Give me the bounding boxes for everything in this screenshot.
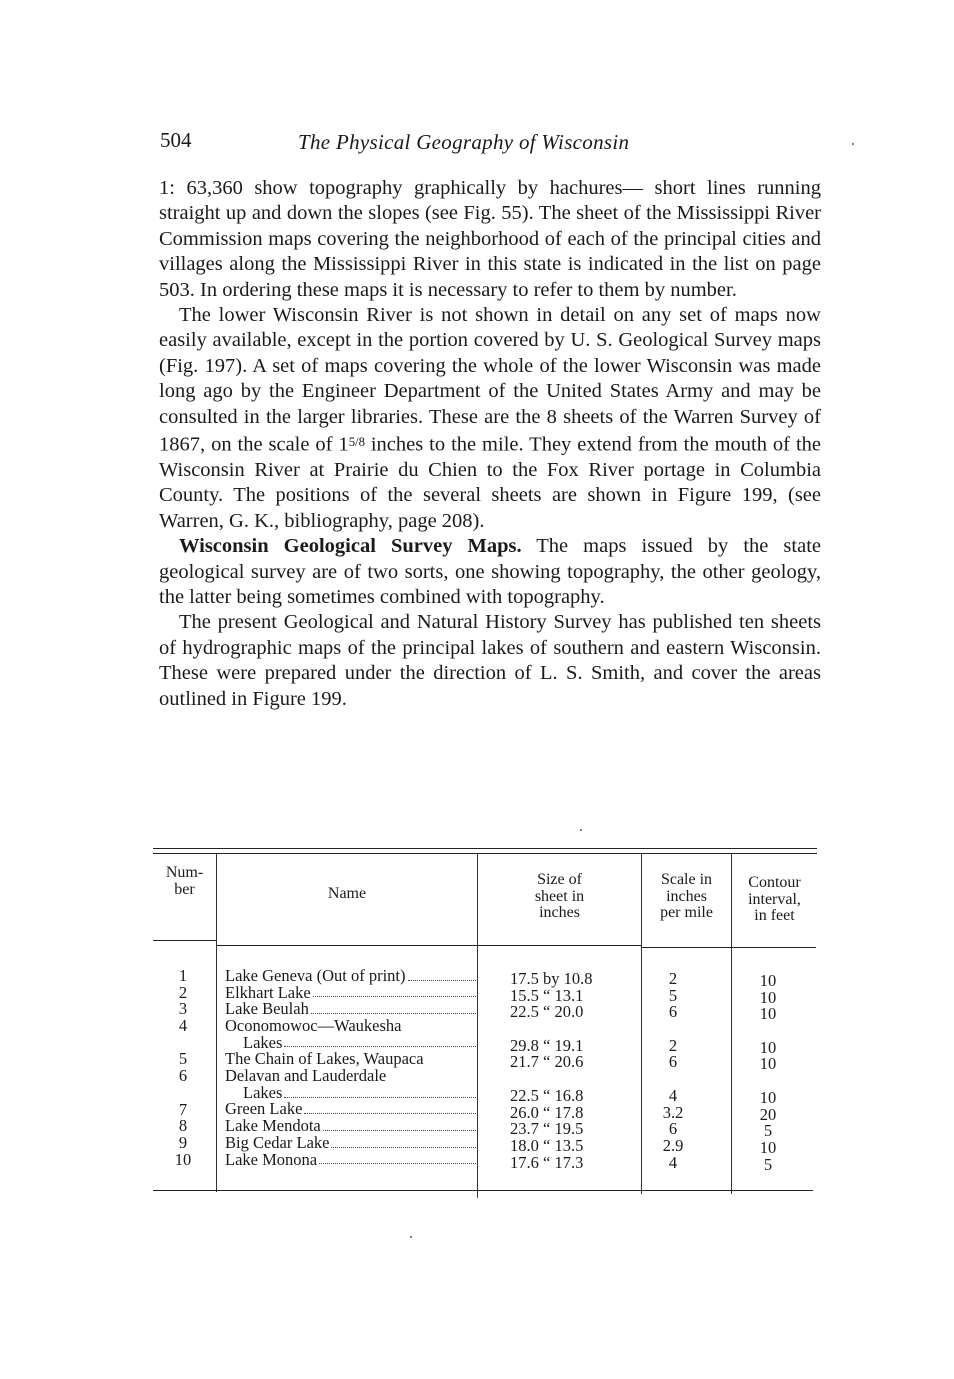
dot-leader — [331, 1147, 476, 1148]
row-name-text: Delavan and Lauderdale — [225, 1066, 387, 1086]
dot-leader — [313, 996, 476, 997]
paragraph-1: 1: 63,360 show topography graphically by hachures— short lines running straight up and down the slopes (see Fig. 55). The sheet of the Mississippi River Commission maps covering the neighborhood of each of the principal cities and villages along the Mississippi River in this state is indicated in the list on page 503. In ordering these maps it is necessary to refer to them by number. — [159, 177, 821, 301]
row-scale: 4 — [668, 1152, 678, 1172]
row-number: 5 — [178, 1049, 188, 1069]
dot-leader — [304, 1113, 476, 1114]
body-text — [159, 176, 821, 712]
row-size: 22.5 “ 20.0 — [510, 1002, 584, 1022]
contour-column — [738, 973, 798, 1173]
paragraph-2-text-b: inches to the mile. They extend from the mouth of the Wisconsin River at Prairie du Chien to the Fox River portage in Columbia County. The positions of the several sheets are shown in Figure 199, (see Warren, G. K., bibliography, page 208). — [159, 433, 821, 532]
row-number: 3 — [178, 999, 188, 1019]
row-size: 26.0 “ 17.8 — [510, 1102, 584, 1122]
header-scale: Scale in inches per mile — [660, 871, 713, 921]
paragraph-3-text: The maps issued by the state geological survey are of two sorts, one showing topography, the other geology, the latter being sometimes combined with topography. — [159, 535, 821, 608]
row-scale: 2.9 — [662, 1135, 684, 1155]
row-size: 22.5 “ 16.8 — [510, 1085, 584, 1105]
row-contour: 10 — [759, 971, 777, 990]
row-contour: 10 — [759, 1004, 777, 1024]
row-size: 15.5 “ 13.1 — [510, 985, 584, 1005]
paragraph-2 — [159, 303, 821, 534]
row-scale: 2 — [668, 969, 678, 988]
row-scale: 6 — [668, 1052, 678, 1072]
paragraph-2-text-a: The lower Wisconsin River is not shown in detail on any set of maps now easily available, except in the portion covered by U. S. Geological Survey maps (Fig. 197). A set of maps covering the whole of the lower Wisconsin was made long ago by the Engineer Department of the United States Army and may be consulted in the larger libraries. These are the 8 sheets of the Warren Survey of 1867, on the scale of 1 — [159, 304, 821, 456]
number-column — [153, 968, 213, 1168]
row-name-text: Big Cedar Lake — [225, 1132, 330, 1152]
paragraph-3 — [159, 534, 821, 610]
row-contour: 10 — [759, 1037, 777, 1057]
page-mark — [410, 1236, 412, 1238]
row-contour: 20 — [759, 1104, 777, 1124]
row-number: 8 — [178, 1116, 188, 1136]
row-scale: 3.2 — [662, 1102, 684, 1122]
name-column — [225, 965, 477, 1169]
row-name-text: Oconomowoc—Waukesha — [225, 1016, 402, 1036]
row-scale: 4 — [668, 1085, 678, 1105]
header-contour: Contour interval, in feet — [748, 874, 801, 924]
table-bottom-rule — [153, 1190, 813, 1191]
row-scale: 5 — [668, 985, 678, 1005]
row-name-text: Lake Geneva (Out of print) — [225, 965, 406, 985]
row-number: 1 — [178, 966, 188, 985]
row-number: 9 — [178, 1132, 188, 1152]
row-name-text: Lakes — [243, 1032, 283, 1052]
row-number: 10 — [174, 1149, 192, 1169]
header-number: Num- ber — [165, 864, 204, 898]
row-scale: 6 — [668, 1119, 678, 1139]
header-name: Name — [327, 885, 367, 902]
row-size: 18.0 “ 13.5 — [510, 1135, 584, 1155]
row-scale: 6 — [668, 1002, 678, 1022]
fraction: 5/8 — [348, 435, 365, 450]
column-divider — [216, 854, 217, 1192]
dot-leader — [284, 1097, 476, 1098]
page-number: 504 — [160, 128, 192, 152]
running-title: The Physical Geography of Wisconsin — [298, 130, 630, 154]
row-size: 29.8 “ 19.1 — [510, 1035, 584, 1055]
table-top-rule — [153, 848, 817, 849]
row-name-text: The Chain of Lakes, Waupaca — [225, 1049, 424, 1069]
page-mark — [852, 143, 854, 145]
dot-leader — [319, 1163, 476, 1164]
row-name-text: Elkhart Lake — [225, 982, 311, 1002]
row-contour: 10 — [759, 987, 777, 1007]
dot-leader — [311, 1013, 476, 1014]
dot-leader — [323, 1130, 476, 1131]
size-column — [510, 971, 630, 1171]
hydrographic-maps-table — [153, 844, 817, 1204]
row-scale: 2 — [668, 1035, 678, 1055]
row-name-text: Lake Mendota — [225, 1116, 321, 1136]
row-name-text: Lakes — [243, 1082, 283, 1102]
row-number: 6 — [178, 1066, 188, 1086]
row-contour: 5 — [763, 1121, 773, 1141]
row-size: 21.7 “ 20.6 — [510, 1052, 584, 1072]
table-top-rule-2 — [153, 853, 817, 854]
row-number: 4 — [178, 1016, 188, 1036]
row-contour: 10 — [759, 1054, 777, 1074]
row-contour: 10 — [759, 1087, 777, 1107]
row-contour: 10 — [759, 1137, 777, 1157]
row-name-text: Lake Beulah — [225, 999, 309, 1019]
header-bottom-rule — [642, 947, 816, 948]
scale-column — [643, 971, 703, 1171]
row-size: 17.5 by 10.8 — [510, 969, 593, 988]
dot-leader — [408, 980, 476, 981]
row-name — [225, 1149, 477, 1169]
row-number — [153, 1085, 213, 1102]
header-size: Size of sheet in inches — [534, 871, 585, 921]
page-mark — [580, 829, 582, 831]
header-bottom-rule — [217, 945, 641, 946]
row-size: 23.7 “ 19.5 — [510, 1119, 584, 1139]
page-header — [160, 128, 820, 158]
row-name-text: Lake Monona — [225, 1149, 318, 1169]
dot-leader — [284, 1046, 476, 1047]
row-number: 7 — [178, 1099, 188, 1119]
row-contour: 5 — [763, 1154, 773, 1174]
header-bottom-rule — [153, 940, 216, 941]
section-heading: Wisconsin Geological Survey Maps. — [179, 535, 522, 558]
paragraph-4: The present Geological and Natural History Survey has published ten sheets of hydrographic maps of the principal lakes of southern and eastern Wisconsin. These were prepared under the direction of L. S. Smith, and cover the areas outlined in Figure 199. — [159, 611, 821, 710]
row-size: 17.6 “ 17.3 — [510, 1152, 584, 1172]
row-name-text: Green Lake — [225, 1099, 303, 1119]
row-number: 2 — [178, 982, 188, 1002]
